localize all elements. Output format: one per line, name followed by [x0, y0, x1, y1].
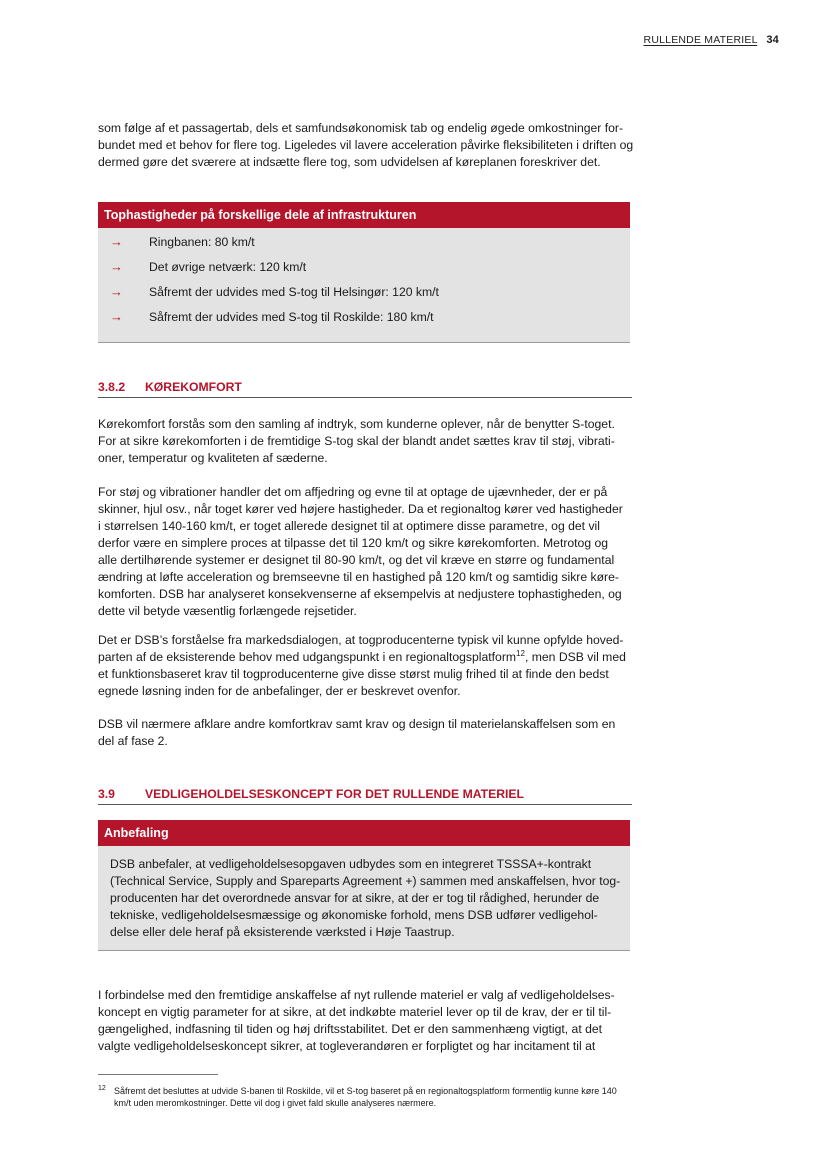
text-line: producenten har det overordnede ansvar for at sikre, at der er tog til rådighed, herunder de: [110, 891, 600, 905]
list-item: [98, 230, 630, 255]
footnote-number: 12: [98, 1085, 106, 1092]
intro-paragraph: [98, 120, 632, 171]
text-line: derfor være en simplere proces at tilpasse det til 120 km/t og sikre kørekomforten. Metrotog og: [98, 536, 609, 550]
text-line: tekniske, vedligeholdelsesmæssige og økonomiske forhold, mens DSB udfører vedligehol-: [110, 908, 598, 922]
footnote: [98, 1085, 638, 1109]
footnote-line: km/t uden meromkostninger. Dette vil dog i givet fald skulle analyseres nærmere.: [114, 1098, 437, 1108]
paragraph-1: [98, 416, 632, 467]
text-line: del af fase 2.: [98, 734, 168, 748]
footnote-reference: 12: [516, 648, 525, 658]
footnote-divider: [98, 1074, 218, 1075]
text-line: DSB anbefaler, at vedligeholdelsesopgaven udbydes som en integreret TSSSA+-kontrakt: [110, 857, 592, 871]
section-number: 3.9: [98, 787, 115, 801]
recommendation-box: [98, 820, 630, 951]
text-line: dermed gøre det sværere at indsætte flere tog, som udvidelsen af køreplanen foreskriver det.: [98, 155, 601, 169]
section-heading-382: [98, 380, 632, 398]
box-title: Anbefaling: [98, 820, 630, 846]
text-line: skinner, hjul osv., når toget kører ved højere hastigheder. Da et regionaltog kører ved hastigheder: [98, 502, 623, 516]
top-speed-box: [98, 202, 630, 343]
box-title: Tophastigheder på forskellige dele af infrastrukturen: [98, 202, 630, 228]
section-title: KØREKOMFORT: [145, 380, 242, 394]
text-line: ændring at løfte acceleration og bremseevne til en hastighed på 120 km/t og samtidig sikre køre-: [98, 570, 619, 584]
text-line: For at sikre kørekomforten i de fremtidige S-tog skal der blandt andet sættes krav til støj, vibrati-: [98, 434, 615, 448]
arrow-right-icon: →: [110, 259, 123, 274]
page-number: 34: [766, 34, 779, 46]
list-item-text: Det øvrige netværk: 120 km/t: [149, 260, 307, 274]
text-line: I forbindelse med den fremtidige anskaffelse af nyt rullende materiel er valg af vedligeholdelses-: [98, 988, 615, 1002]
text-line: komforten. DSB har analyseret konsekvenserne af eksempelvis at nedjustere tophastigheden, og: [98, 587, 622, 601]
text-line: For støj og vibrationer handler det om affjedring og evne til at optage de ujævnheder, der er på: [98, 485, 608, 499]
list-item-text: Såfremt der udvides med S-tog til Roskilde: 180 km/t: [149, 310, 434, 324]
text-line: egnede løsning inden for de anbefalinger, der er beskrevet ovenfor.: [98, 684, 461, 698]
text-line: i størrelsen 140-160 km/t, er toget allerede designet til at optimere disse parametre, og det vil: [98, 519, 600, 533]
text-fragment: parten af de eksisterende behov med udgangspunkt i en regionaltogsplatform: [98, 650, 517, 664]
arrow-right-icon: →: [110, 309, 123, 324]
text-line: oner, temperatur og kvaliteten af sæderne.: [98, 451, 328, 465]
list-item-text: Ringbanen: 80 km/t: [149, 235, 255, 249]
list-item: [98, 255, 630, 280]
text-line: koncept en vigtig parameter for at sikre, at det indkøbte materiel lever op til de krav, der er til til-: [98, 1005, 612, 1019]
text-line: Det er DSB’s forståelse fra markedsdialogen, at togproducenterne typisk vil kunne opfylde hoved-: [98, 633, 624, 647]
list-item: [98, 280, 630, 305]
paragraph-2: [98, 484, 632, 620]
text-line: bundet med et behov for flere tog. Ligeledes vil lavere acceleration påvirke fleksibiliteten i driften og: [98, 138, 634, 152]
arrow-right-icon: →: [110, 234, 123, 249]
text-line: dette vil betyde væsentlig forlængede rejsetider.: [98, 604, 357, 618]
text-line: gængelighed, indfasning til tiden og høj driftsstabilitet. Det er den sammenhæng vigtigt, at det: [98, 1022, 603, 1036]
recommendation-text: [98, 846, 630, 953]
text-line: alle dertilhørende systemer er designet til 80-90 km/t, og det vil kræve en større og fundamental: [98, 553, 615, 567]
text-line: som følge af et passagertab, dels et samfundsøkonomisk tab og endelig øgede omkostninger for-: [98, 121, 624, 135]
text-line: [98, 649, 632, 666]
text-line: et funktionsbaseret krav til togproducenterne give disse størst mulig frihed til at finde den bedst: [98, 667, 609, 681]
paragraph-5: [98, 987, 632, 1055]
page-header: [644, 34, 779, 46]
list-item: [98, 305, 630, 330]
text-line: (Technical Service, Supply and Spareparts Agreement +) sammen med anskaffelsen, hvor tog-: [110, 874, 621, 888]
list-item-text: Såfremt der udvides med S-tog til Helsingør: 120 km/t: [149, 285, 439, 299]
text-fragment: , men DSB vil med: [524, 650, 626, 664]
text-line: delse eller dele heraf på eksisterende værksted i Høje Taastrup.: [110, 925, 455, 939]
section-title: VEDLIGEHOLDELSESKONCEPT FOR DET RULLENDE MATERIEL: [145, 787, 524, 801]
paragraph-4: [98, 716, 632, 750]
text-line: Kørekomfort forstås som den samling af indtryk, som kunderne oplever, når de benytter S-toget.: [98, 417, 615, 431]
footnote-line: Såfremt det besluttes at udvide S-banen til Roskilde, vil et S-tog baseret på en regionaltogsplatform formentlig kunne køre 140: [114, 1086, 617, 1096]
text-line: DSB vil nærmere afklare andre komfortkrav samt krav og design til materielanskaffelsen som en: [98, 717, 616, 731]
paragraph-3: [98, 632, 632, 700]
text-line: valgte vedligeholdelseskoncept sikrer, at togleverandøren er forpligtet og har incitament til at: [98, 1039, 596, 1053]
arrow-right-icon: →: [110, 284, 123, 299]
section-heading-39: [98, 787, 632, 805]
running-section-title: RULLENDE MATERIEL: [643, 34, 758, 46]
section-number: 3.8.2: [98, 380, 126, 394]
